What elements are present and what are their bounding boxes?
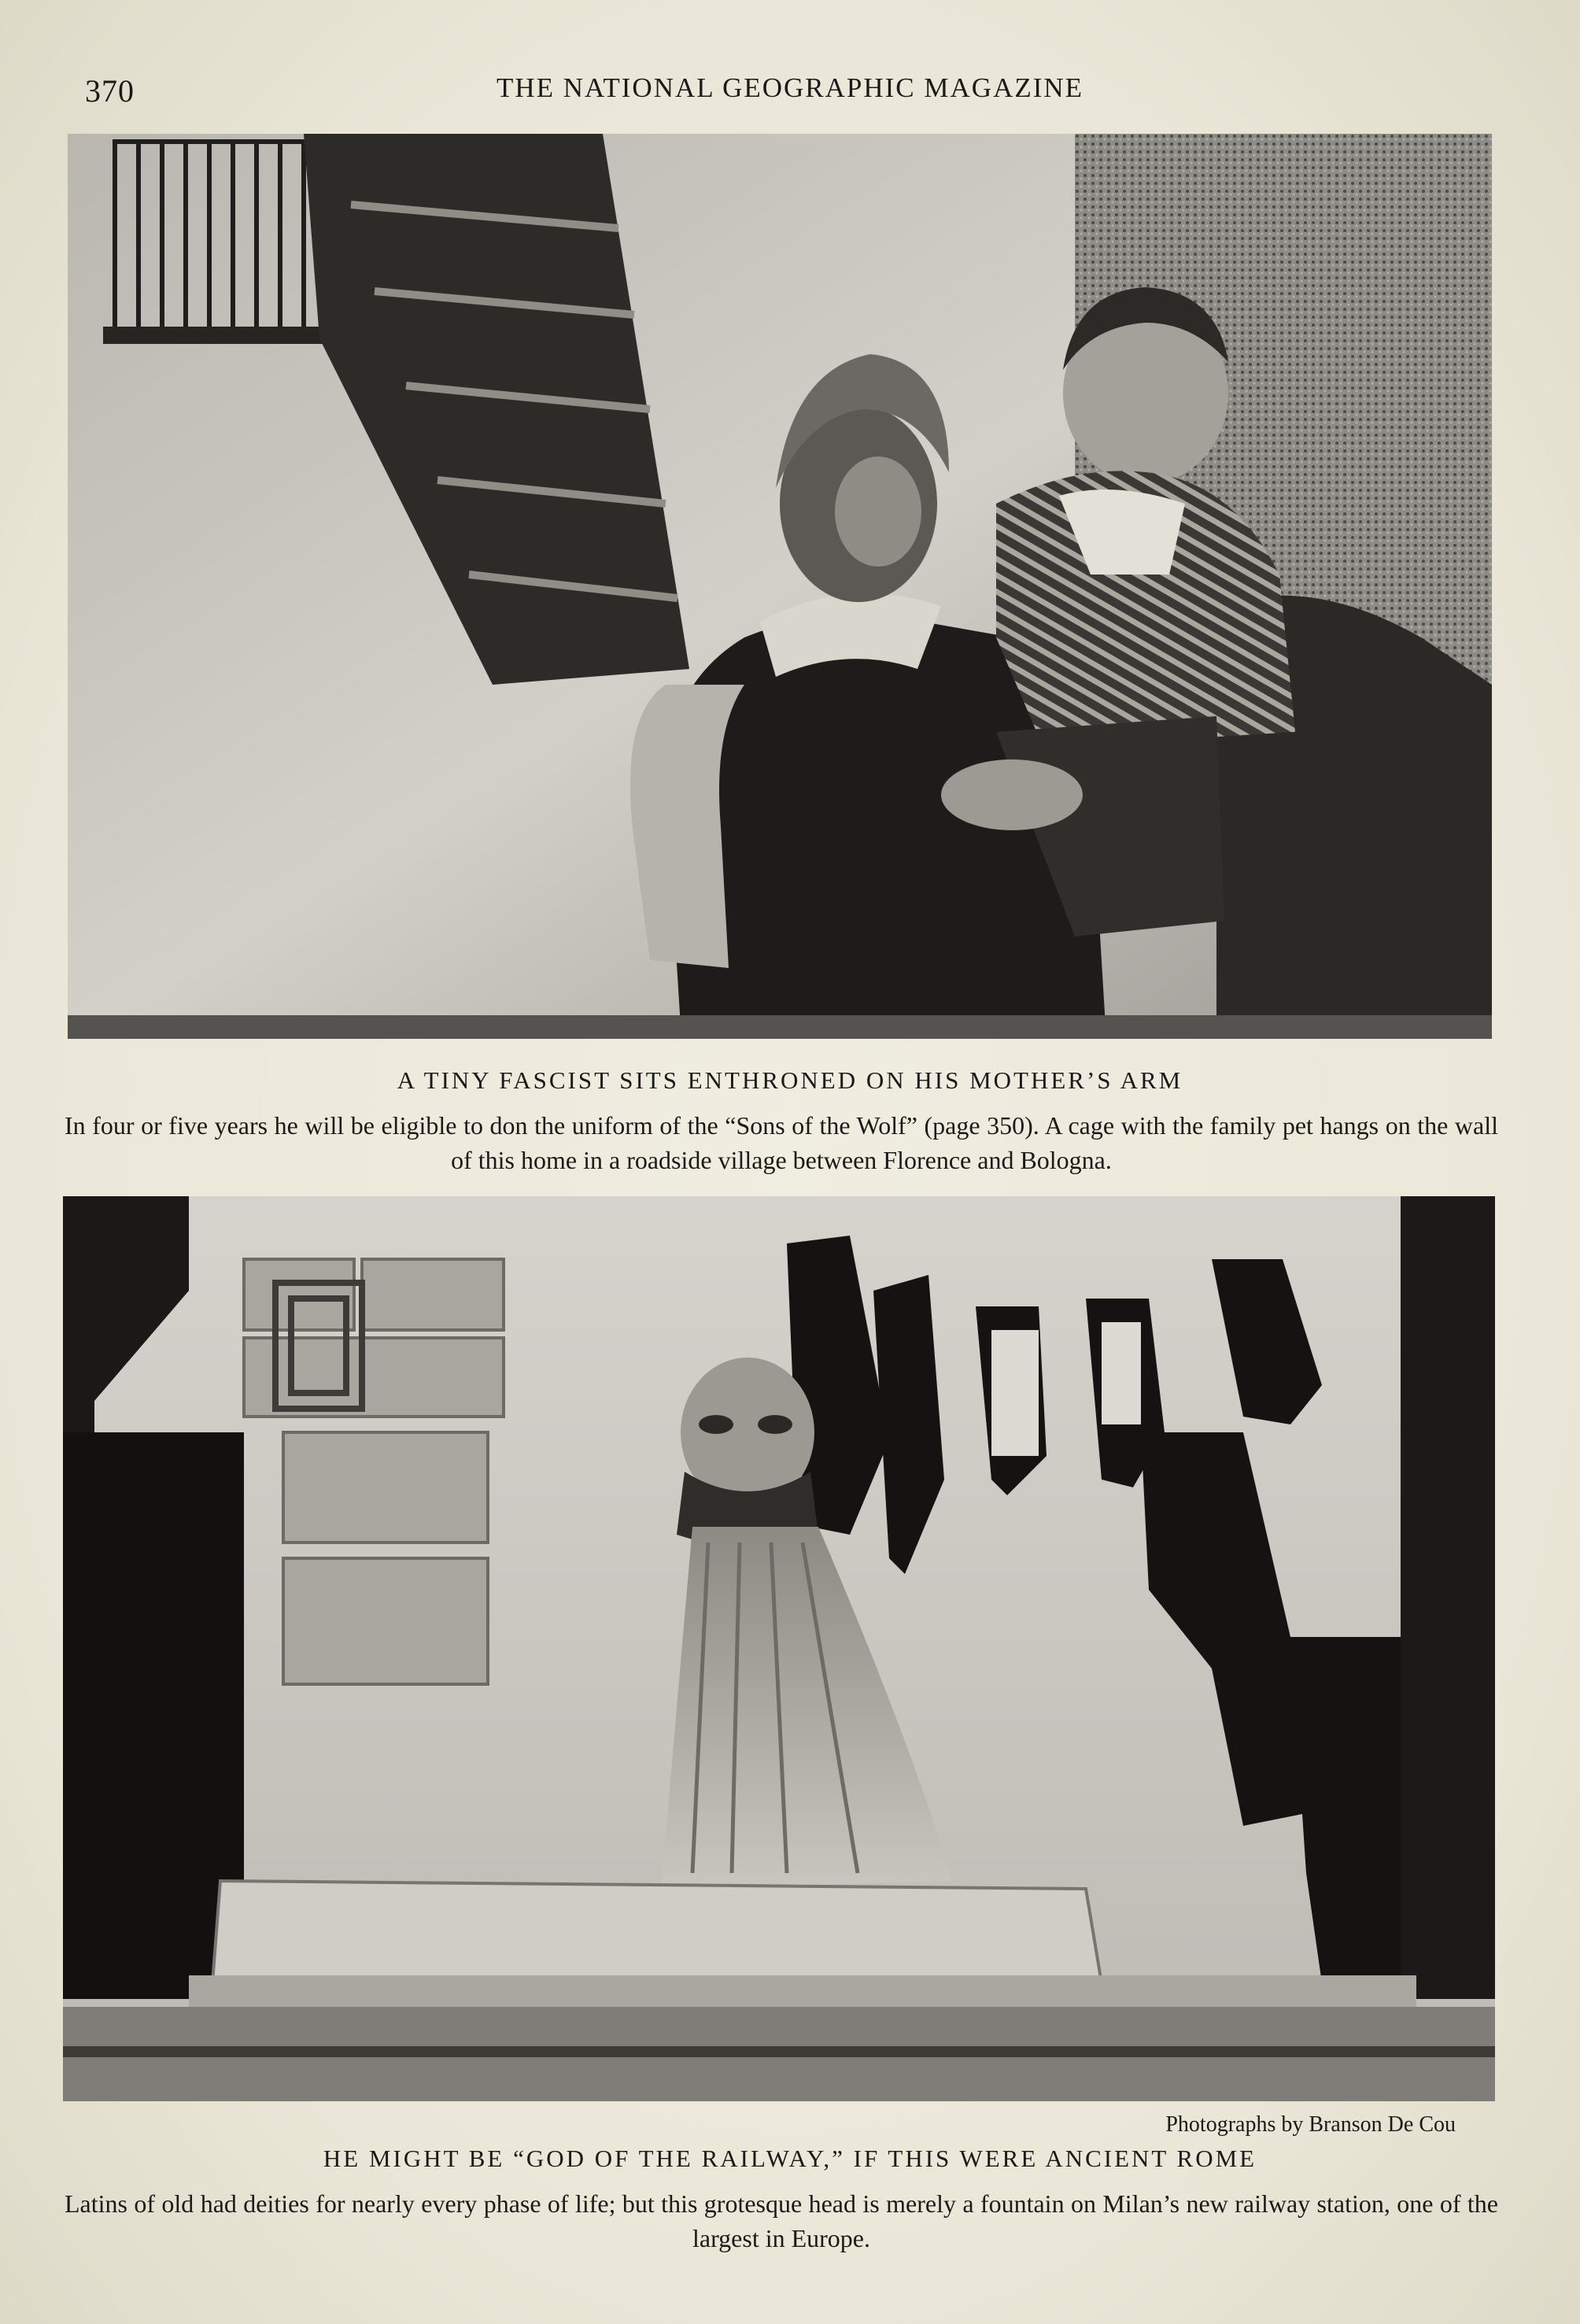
photo-mother-and-child-image bbox=[68, 134, 1492, 1039]
photo-railway-fountain bbox=[63, 1196, 1495, 2101]
running-head: THE NATIONAL GEOGRAPHIC MAGAZINE bbox=[496, 72, 1084, 103]
caption-body-railway-fountain: Latins of old had deities for nearly every phase of life; but this grotesque head is merely a fountain on Milan’s new railway station, one of the largest in Europe. bbox=[65, 2189, 1498, 2252]
photo-railway-fountain-image bbox=[63, 1196, 1495, 2101]
photo-credit: Photographs by Branson De Cou bbox=[1165, 2112, 1456, 2137]
caption-title-railway-fountain: HE MIGHT BE “GOD OF THE RAILWAY,” IF THIS WERE ANCIENT ROME bbox=[323, 2145, 1257, 2172]
caption-title-mother-and-child: A TINY FASCIST SITS ENTHRONED ON HIS MOTHER’S ARM bbox=[397, 1066, 1183, 1094]
photo-mother-and-child bbox=[68, 134, 1492, 1039]
caption-body-mother-and-child: In four or five years he will be eligible to don the uniform of the “Sons of the Wolf” (page 350). A cage with the family pet hangs on the wall of this home in a roadside village between Florence and Bologna. bbox=[65, 1111, 1498, 1174]
page-number: 370 bbox=[85, 73, 135, 109]
